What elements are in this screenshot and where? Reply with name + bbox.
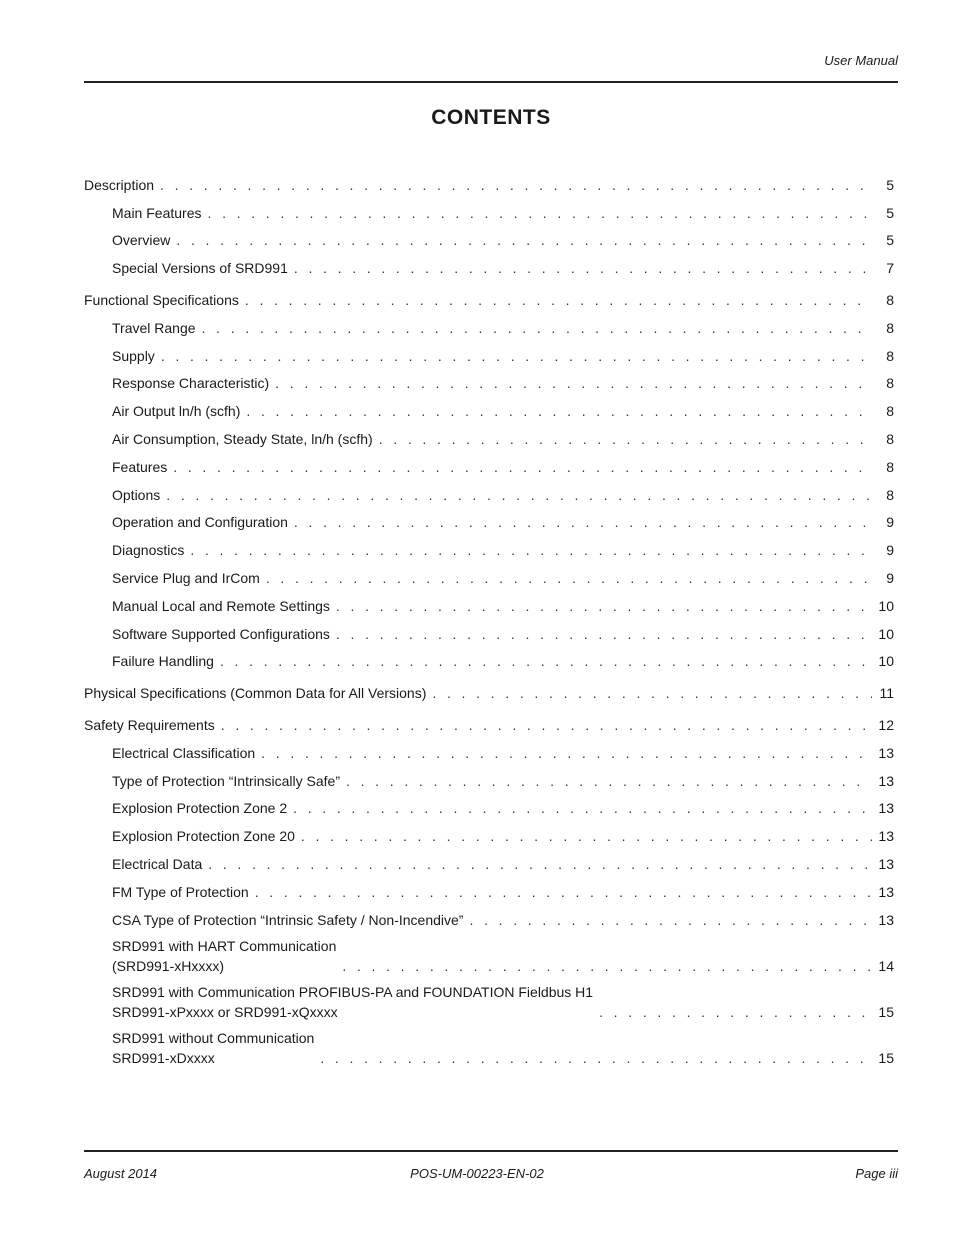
dot-leader	[336, 624, 872, 644]
toc-entry-title-text: Response Characteristic)	[112, 375, 270, 392]
toc-entry-title	[112, 982, 593, 1022]
toc-entry[interactable]	[84, 644, 894, 672]
toc-entry-title	[112, 485, 160, 505]
toc-entry-title	[112, 540, 184, 560]
dot-leader	[294, 258, 872, 278]
toc-entry-page: 13	[878, 855, 894, 872]
toc-entry-title-text: Electrical Classification	[112, 744, 256, 761]
toc-entry-title-text: Service Plug and IrCom	[112, 569, 260, 586]
toc-entry[interactable]	[84, 421, 894, 449]
toc-entry-page: 13	[878, 828, 894, 845]
dot-leader	[245, 290, 872, 310]
dot-leader	[160, 175, 872, 195]
toc-entry-title-line1: SRD991 with Communication PROFIBUS-PA and FOUNDATION Fieldbus H1	[112, 983, 594, 1000]
toc-entry-title-text: Diagnostics	[112, 542, 185, 559]
toc-entry[interactable]	[84, 338, 894, 366]
toc-entry-page: 7	[886, 260, 894, 277]
dot-leader	[336, 596, 872, 616]
toc-entry-title	[112, 429, 373, 449]
toc-entry-title	[112, 854, 202, 874]
toc-entry-title	[112, 318, 196, 338]
toc-entry-page: 5	[886, 176, 894, 193]
toc-entry-title	[112, 624, 330, 644]
toc-entry-title	[112, 512, 288, 532]
toc-entry-page: 8	[886, 430, 894, 447]
dot-leader	[161, 346, 872, 366]
toc-entry-title-text: FM Type of Protection	[112, 883, 249, 900]
dot-leader	[342, 956, 872, 976]
toc-entry[interactable]	[84, 195, 894, 223]
toc-entry-title	[112, 346, 155, 366]
running-header: User Manual	[824, 53, 898, 68]
toc-entry-page: 10	[878, 597, 894, 614]
toc-entry-page: 11	[879, 685, 894, 702]
dot-leader	[255, 882, 872, 902]
toc-entry-title	[112, 743, 255, 763]
toc-entry[interactable]	[84, 930, 894, 976]
dot-leader	[190, 540, 872, 560]
toc-entry-page: 8	[886, 375, 894, 392]
toc-entry-page: 9	[886, 542, 894, 559]
toc-entry-title	[112, 203, 201, 223]
toc-entry[interactable]	[84, 560, 894, 588]
toc-entry[interactable]	[84, 818, 894, 846]
toc-entry-page: 5	[886, 204, 894, 221]
toc-entry-page: 8	[886, 403, 894, 420]
dot-leader	[469, 910, 872, 930]
toc-entry-title	[84, 290, 239, 310]
toc-entry-page: 13	[878, 772, 894, 789]
toc-entry-page: 13	[878, 800, 894, 817]
dot-leader	[166, 485, 872, 505]
footer-doc-number: POS-UM-00223-EN-02	[410, 1166, 544, 1181]
toc-entry-title	[112, 651, 214, 671]
dot-leader	[320, 1048, 872, 1068]
toc-entry-title-text: Failure Handling	[112, 653, 214, 670]
toc-entry-title	[112, 826, 295, 846]
toc-entry[interactable]	[84, 1022, 894, 1068]
toc-entry-title	[112, 457, 167, 477]
toc-entry-page: 14	[878, 957, 894, 974]
toc-entry-title	[112, 910, 463, 930]
toc-entry-title	[112, 1028, 314, 1068]
dot-leader	[301, 826, 872, 846]
toc-entry-page: 10	[878, 625, 894, 642]
toc-entry-title	[112, 771, 340, 791]
toc-entry[interactable]	[84, 505, 894, 533]
toc-entry-title-text: Air Output ln/h (scfh)	[112, 403, 241, 420]
page-title: CONTENTS	[431, 106, 551, 129]
toc-entry[interactable]	[84, 976, 894, 1022]
toc-entry-title	[112, 596, 330, 616]
toc-entry-title-text: Physical Specifications (Common Data for All Versions)	[84, 685, 427, 702]
toc-entry-title-text: SRD991-xDxxxx	[112, 1049, 215, 1066]
toc-entry-title-text: Type of Protection “Intrinsically Safe”	[112, 772, 340, 789]
toc-entry-title-text: Features	[112, 458, 168, 475]
dot-leader	[261, 743, 872, 763]
dot-leader	[379, 429, 872, 449]
toc-entry-title	[84, 715, 215, 735]
toc-entry[interactable]	[84, 310, 894, 338]
toc-entry-title-text: Supply	[112, 347, 155, 364]
toc-entry-page: 8	[886, 347, 894, 364]
dot-leader	[220, 651, 872, 671]
toc-entry-page: 5	[886, 232, 894, 249]
toc-entry-title-text: Electrical Data	[112, 855, 203, 872]
toc-entry-page: 8	[886, 458, 894, 475]
toc-entry[interactable]	[84, 874, 894, 902]
toc-entry-title	[84, 683, 426, 703]
dot-leader	[293, 798, 872, 818]
toc-entry-title-text: Operation and Configuration	[112, 514, 288, 531]
toc-entry-page: 8	[886, 291, 894, 308]
toc-entry-title-text: SRD991-xPxxxx or SRD991-xQxxxx	[112, 1003, 338, 1020]
toc-entry[interactable]	[84, 282, 894, 310]
toc-entry[interactable]	[84, 393, 894, 421]
toc-entry-title	[112, 798, 287, 818]
toc-entry-title-text: Explosion Protection Zone 20	[112, 828, 295, 845]
toc-entry-title	[112, 373, 269, 393]
toc-entry-title-line1: SRD991 with HART Communication	[112, 937, 337, 954]
dot-leader	[202, 318, 872, 338]
toc-entry-title-text: CSA Type of Protection “Intrinsic Safety / Non-Incendive”	[112, 911, 464, 928]
toc-entry-page: 15	[878, 1003, 894, 1020]
toc-entry[interactable]	[84, 366, 894, 394]
toc-entry[interactable]	[84, 791, 894, 819]
toc-entry-page: 13	[878, 883, 894, 900]
dot-leader	[266, 568, 872, 588]
dot-leader	[246, 401, 872, 421]
toc-entry-title	[112, 401, 240, 421]
toc-entry-title-text: Main Features	[112, 204, 202, 221]
toc-entry[interactable]	[84, 477, 894, 505]
toc-entry-title	[84, 175, 154, 195]
toc-entry-title-text: Overview	[112, 232, 171, 249]
toc-entry-title	[112, 568, 260, 588]
toc-entry[interactable]	[84, 616, 894, 644]
toc-entry-title-text: Description	[84, 176, 155, 193]
toc-entry-page: 10	[878, 653, 894, 670]
toc-entry[interactable]	[84, 250, 894, 278]
toc-entry[interactable]	[84, 449, 894, 477]
toc-entry[interactable]	[84, 588, 894, 616]
dot-leader	[176, 230, 872, 250]
toc-entry-page: 9	[886, 569, 894, 586]
footer-rule	[84, 1150, 898, 1152]
toc-entry-page: 13	[878, 744, 894, 761]
toc-entry-title	[112, 258, 288, 278]
toc-entry-page: 12	[878, 716, 894, 733]
dot-leader	[275, 373, 872, 393]
toc-entry-title-text: Travel Range	[112, 319, 196, 336]
toc-entry-page: 13	[878, 911, 894, 928]
toc-entry[interactable]	[84, 532, 894, 560]
footer-date: August 2014	[84, 1166, 158, 1181]
dot-leader	[294, 512, 872, 532]
toc-entry[interactable]	[84, 675, 894, 703]
dot-leader	[346, 771, 872, 791]
toc-entry-title	[112, 936, 336, 976]
toc-entry[interactable]	[84, 735, 894, 763]
toc-entry-page: 8	[886, 319, 894, 336]
toc-entry-page: 8	[886, 486, 894, 503]
toc-entry-title-text: Functional Specifications	[84, 291, 239, 308]
toc-entry-title-text: Explosion Protection Zone 2	[112, 800, 288, 817]
dot-leader	[221, 715, 872, 735]
dot-leader	[599, 1002, 872, 1022]
toc-entry[interactable]	[84, 902, 894, 930]
toc-entry-page: 9	[886, 514, 894, 531]
toc-entry-title-text: Software Supported Configurations	[112, 625, 330, 642]
toc-entry-title-line1: SRD991 without Communication	[112, 1029, 315, 1046]
dot-leader	[432, 683, 872, 703]
table-of-contents	[84, 167, 894, 1068]
toc-entry-title	[112, 882, 249, 902]
toc-entry-title	[112, 230, 170, 250]
dot-leader	[173, 457, 872, 477]
toc-entry[interactable]	[84, 763, 894, 791]
toc-entry[interactable]	[84, 167, 894, 195]
toc-entry-title-text: Manual Local and Remote Settings	[112, 597, 330, 614]
toc-entry-title-text: Air Consumption, Steady State, ln/h (scfh)	[112, 430, 373, 447]
toc-entry-page: 15	[878, 1049, 894, 1066]
footer-page: Page iii	[855, 1166, 898, 1181]
dot-leader	[208, 854, 872, 874]
toc-entry[interactable]	[84, 223, 894, 251]
toc-entry-title-text: Special Versions of SRD991	[112, 260, 288, 277]
dot-leader	[207, 203, 872, 223]
header-rule	[84, 81, 898, 83]
toc-entry[interactable]	[84, 846, 894, 874]
toc-entry-title-text: Options	[112, 486, 161, 503]
toc-entry-title-text: Safety Requirements	[84, 716, 215, 733]
toc-entry[interactable]	[84, 707, 894, 735]
toc-entry-title-text: (SRD991-xHxxxx)	[112, 957, 225, 974]
